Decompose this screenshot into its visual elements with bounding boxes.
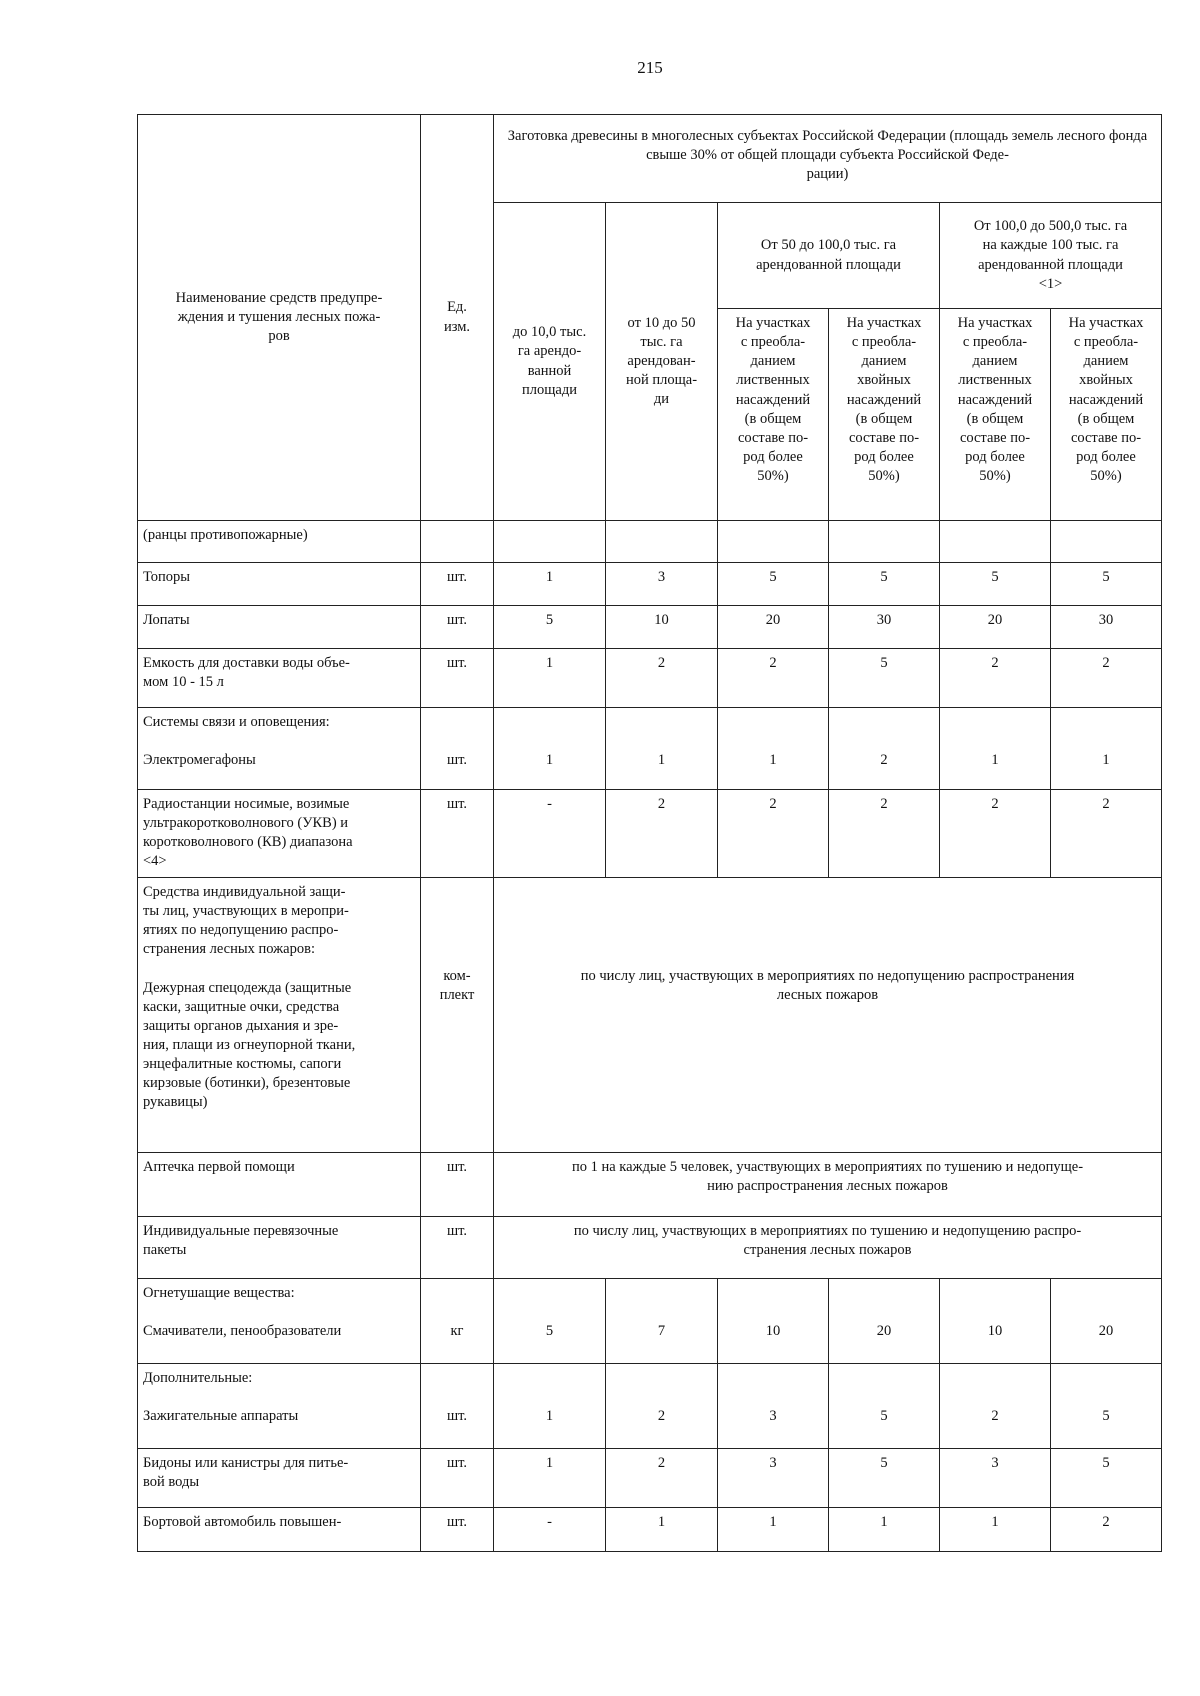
row-name: Бидоны или канистры для питье- вой воды <box>143 1455 349 1491</box>
row-value-cell <box>718 790 829 878</box>
header-sub-conif: На участках с преобла- данием хвойных насаждений (в общем составе по- род более 50%) <box>829 309 940 521</box>
row-value: 2 <box>991 796 999 812</box>
row-value-cell <box>494 649 606 708</box>
row-value: 20 <box>987 612 1003 628</box>
header-name: Наименование средств предупре- ждения и тушения лесных пожа- ров <box>138 115 421 521</box>
row-name: Индивидуальные перевязочные пакеты <box>138 1217 421 1279</box>
row-value: 2 <box>880 752 888 768</box>
table-row <box>138 790 1162 878</box>
row-value-cell <box>940 790 1051 878</box>
row-name: Электромегафоны <box>143 752 256 769</box>
row-value-cell <box>1051 649 1162 708</box>
row-name-cell <box>138 708 421 790</box>
row-value-cell <box>718 1449 829 1508</box>
row-value-cell <box>494 708 606 790</box>
row-value-cell <box>718 606 829 649</box>
row-value: 5 <box>769 569 777 585</box>
row-value-cell <box>606 1364 718 1449</box>
row-value: 2 <box>769 796 777 812</box>
row-value-cell <box>829 563 940 606</box>
row-value-cell <box>940 563 1051 606</box>
row-value: 1 <box>769 752 777 768</box>
row-unit-cell <box>421 708 494 790</box>
row-value: 1 <box>545 1455 554 1471</box>
row-name-cell <box>138 606 421 649</box>
table-row-ppe <box>138 878 421 1153</box>
row-value-cell <box>494 563 606 606</box>
row-value: 1 <box>545 1408 554 1424</box>
row-value-cell <box>940 708 1051 790</box>
row-merged-value <box>494 878 1162 1153</box>
row-value: 10 <box>987 1323 1003 1339</box>
row-value-cell <box>494 521 606 563</box>
row-value-cell <box>606 1279 718 1364</box>
table-row <box>138 649 1162 708</box>
row-name-cell <box>138 1449 421 1508</box>
table-row <box>138 1508 1162 1552</box>
header-unit: Ед. изм. <box>421 115 494 521</box>
row-value-cell <box>1051 521 1162 563</box>
row-value-cell <box>829 1279 940 1364</box>
row-value: 7 <box>657 1323 666 1339</box>
row-value-cell <box>940 606 1051 649</box>
row-name: Зажигательные аппараты <box>143 1408 299 1425</box>
row-unit: шт. <box>446 796 468 812</box>
row-value-cell <box>606 1449 718 1508</box>
row-unit: шт. <box>446 1514 468 1530</box>
header-col-b: от 10 до 50 тыс. га арендован- ной площа- ди <box>606 203 718 521</box>
row-value: 5 <box>880 1455 888 1471</box>
row-value-cell <box>494 606 606 649</box>
row-value-cell <box>1051 1279 1162 1364</box>
row-unit: кг <box>450 1323 464 1339</box>
row-group-label: Огнетушащие вещества: <box>143 1285 295 1301</box>
row-value: 2 <box>769 655 777 671</box>
row-unit-cell <box>421 1508 494 1552</box>
row-value: 20 <box>876 1323 892 1339</box>
row-unit-cell <box>421 563 494 606</box>
row-value: 2 <box>1102 796 1110 812</box>
row-value: 2 <box>880 796 888 812</box>
row-unit-cell <box>421 521 494 563</box>
row-value: 10 <box>654 612 669 628</box>
row-value-cell <box>1051 708 1162 790</box>
row-value: 1 <box>545 569 554 585</box>
row-value: 5 <box>880 655 888 671</box>
row-value-cell <box>1051 1449 1162 1508</box>
table-body-1 <box>138 521 1162 878</box>
row-value-cell <box>494 1508 606 1552</box>
row-value: 5 <box>1102 569 1110 585</box>
row-value-cell <box>718 1279 829 1364</box>
header-col-a: до 10,0 тыс. га арендо- ванной площади <box>494 203 606 521</box>
row-unit <box>421 878 494 1153</box>
row-value-cell <box>1051 790 1162 878</box>
row-value-cell <box>829 790 940 878</box>
row-value-cell <box>829 521 940 563</box>
row-value: - <box>547 1514 552 1530</box>
fire-equipment-table <box>137 114 1162 1552</box>
row-name: Емкость для доставки воды объе- мом 10 - 15 л <box>143 655 350 691</box>
row-value-cell <box>829 1364 940 1449</box>
header-sub-leaf: На участках с преобла- данием лиственных насаждений (в общем составе по- род более 50%) <box>940 309 1051 521</box>
row-value: 1 <box>545 752 554 768</box>
table-row <box>138 1449 1162 1508</box>
row-value: 3 <box>769 1408 777 1424</box>
row-value-cell <box>829 708 940 790</box>
row-value-cell <box>1051 1508 1162 1552</box>
row-name-cell <box>138 1508 421 1552</box>
row-value-cell <box>494 1279 606 1364</box>
row-value: 10 <box>765 1323 781 1339</box>
row-group-label: Системы связи и оповещения: <box>143 714 330 730</box>
row-value: 30 <box>1098 612 1114 628</box>
row-value: 2 <box>657 655 666 671</box>
row-group-label: Средства индивидуальной защи- ты лиц, участвующих в меропри- ятиях по недопущению распро- странения лесных пожаров: <box>143 884 349 958</box>
row-value: 1 <box>657 752 666 768</box>
row-value-cell <box>606 1508 718 1552</box>
row-unit: шт. <box>421 1217 494 1279</box>
row-value: 5 <box>991 569 999 585</box>
row-group-label: Дополнительные: <box>143 1370 253 1386</box>
row-value-cell <box>606 521 718 563</box>
row-value-cell <box>940 649 1051 708</box>
row-value: 2 <box>991 655 999 671</box>
row-value: 5 <box>545 612 554 628</box>
table-row <box>138 1279 1162 1364</box>
row-value: 2 <box>657 796 666 812</box>
row-value: 20 <box>765 612 781 628</box>
row-name-cell <box>138 1279 421 1364</box>
row-value-cell <box>606 563 718 606</box>
row-value: 3 <box>991 1455 999 1471</box>
row-value: 30 <box>876 612 892 628</box>
row-name: Дежурная спецодежда (защитные каски, защитные очки, средства защиты органов дыхания и зре- ния, плащи из огнеупорной ткани, энцефалитные костюмы, сапоги кирзовые (ботинки), брезентовые рукавицы) <box>143 979 356 1111</box>
row-value-cell <box>606 649 718 708</box>
row-value-cell <box>940 1279 1051 1364</box>
row-name-cell <box>138 790 421 878</box>
row-name-cell <box>138 649 421 708</box>
row-value: 5 <box>880 1408 888 1424</box>
row-unit: шт. <box>446 655 468 671</box>
row-value: 2 <box>991 1408 999 1424</box>
row-name: Радиостанции носимые, возимые ультракоротковолнового (УКВ) и коротковолнового (КВ) диапазона <4> <box>143 796 353 870</box>
row-name-cell <box>138 1364 421 1449</box>
row-value-cell <box>940 1508 1051 1552</box>
header-sub-leaf: На участках с преобла- данием лиственных насаждений (в общем составе по- род более 50%) <box>718 309 829 521</box>
row-value: 1 <box>769 1514 777 1530</box>
row-unit: шт. <box>446 569 468 585</box>
row-value-cell <box>718 1364 829 1449</box>
row-value: 5 <box>1102 1408 1110 1424</box>
row-value-cell <box>606 790 718 878</box>
row-value: 20 <box>1098 1323 1114 1339</box>
row-value: 1 <box>657 1514 666 1530</box>
header-sub-conif: На участках с преобла- данием хвойных насаждений (в общем составе по- род более 50%) <box>1051 309 1162 521</box>
row-merged-value: по числу лиц, участвующих в мероприятиях по тушению и недопущению распро- странения лесных пожаров <box>494 1217 1162 1279</box>
row-value: 2 <box>1102 655 1110 671</box>
row-value: 2 <box>1102 1514 1110 1530</box>
row-name: Смачиватели, пенообразователи <box>143 1323 342 1340</box>
row-value: 3 <box>769 1455 777 1471</box>
header-group-title: Заготовка древесины в многолесных субъектах Российской Федерации (площадь земель лесного фонда свыше 30% от общей площади субъекта Российской Феде- рации) <box>494 115 1162 203</box>
row-name: (ранцы противопожарные) <box>143 527 308 543</box>
row-value: 2 <box>657 1455 666 1471</box>
row-value-cell <box>718 563 829 606</box>
row-value-cell <box>940 1449 1051 1508</box>
row-unit-cell <box>421 606 494 649</box>
row-value: 5 <box>880 569 888 585</box>
row-name-cell <box>138 521 421 563</box>
row-unit: шт. <box>446 752 468 768</box>
row-name: Бортовой автомобиль повышен- <box>143 1514 342 1530</box>
table-row <box>138 606 1162 649</box>
row-unit-cell <box>421 1449 494 1508</box>
row-value: 1 <box>545 655 554 671</box>
row-value-cell <box>940 521 1051 563</box>
row-unit-cell <box>421 790 494 878</box>
row-name-cell <box>138 563 421 606</box>
row-value-cell <box>606 708 718 790</box>
row-value: 5 <box>545 1323 554 1339</box>
row-value-cell <box>494 1449 606 1508</box>
row-value: 1 <box>991 1514 999 1530</box>
table-row <box>138 563 1162 606</box>
header-group-d: От 100,0 до 500,0 тыс. га на каждые 100 тыс. га арендованной площади <1> <box>940 203 1162 309</box>
table-row <box>138 708 1162 790</box>
row-unit: шт. <box>421 1153 494 1217</box>
row-value-cell <box>829 649 940 708</box>
page-number: 215 <box>637 58 663 77</box>
row-value-cell <box>718 649 829 708</box>
row-value: - <box>547 796 552 812</box>
table-row <box>138 521 1162 563</box>
row-merged-text: по числу лиц, участвующих в мероприятиях по недопущению распространения лесных пожаров <box>580 968 1075 1004</box>
row-value-cell <box>718 521 829 563</box>
row-name: Лопаты <box>143 612 190 628</box>
table-row <box>138 1364 1162 1449</box>
row-value-cell <box>1051 563 1162 606</box>
row-value-cell <box>829 1508 940 1552</box>
row-unit: шт. <box>446 1408 468 1424</box>
header-group-c: От 50 до 100,0 тыс. га арендованной площади <box>718 203 940 309</box>
row-value-cell <box>494 790 606 878</box>
row-value-cell <box>829 606 940 649</box>
row-value: 1 <box>991 752 999 768</box>
row-value: 1 <box>880 1514 888 1530</box>
row-value-cell <box>829 1449 940 1508</box>
row-value: 5 <box>1102 1455 1110 1471</box>
row-unit: шт. <box>446 612 468 628</box>
row-value-cell <box>718 1508 829 1552</box>
row-value-cell <box>494 1364 606 1449</box>
row-unit: шт. <box>446 1455 468 1471</box>
row-merged-value: по 1 на каждые 5 человек, участвующих в мероприятиях по тушению и недопуще- нию распространения лесных пожаров <box>494 1153 1162 1217</box>
row-name: Аптечка первой помощи <box>138 1153 421 1217</box>
row-name: Топоры <box>143 569 191 585</box>
row-unit-cell <box>421 649 494 708</box>
row-value-cell <box>606 606 718 649</box>
row-value-cell <box>1051 1364 1162 1449</box>
row-value-cell <box>718 708 829 790</box>
row-unit-cell <box>421 1364 494 1449</box>
row-value: 2 <box>657 1408 666 1424</box>
row-unit-cell <box>421 1279 494 1364</box>
row-value: 1 <box>1102 752 1110 768</box>
table-body-2 <box>138 1279 1162 1552</box>
row-value-cell <box>1051 606 1162 649</box>
row-value-cell <box>940 1364 1051 1449</box>
row-unit-text: ком- плект <box>439 968 475 1004</box>
row-value: 3 <box>657 569 666 585</box>
